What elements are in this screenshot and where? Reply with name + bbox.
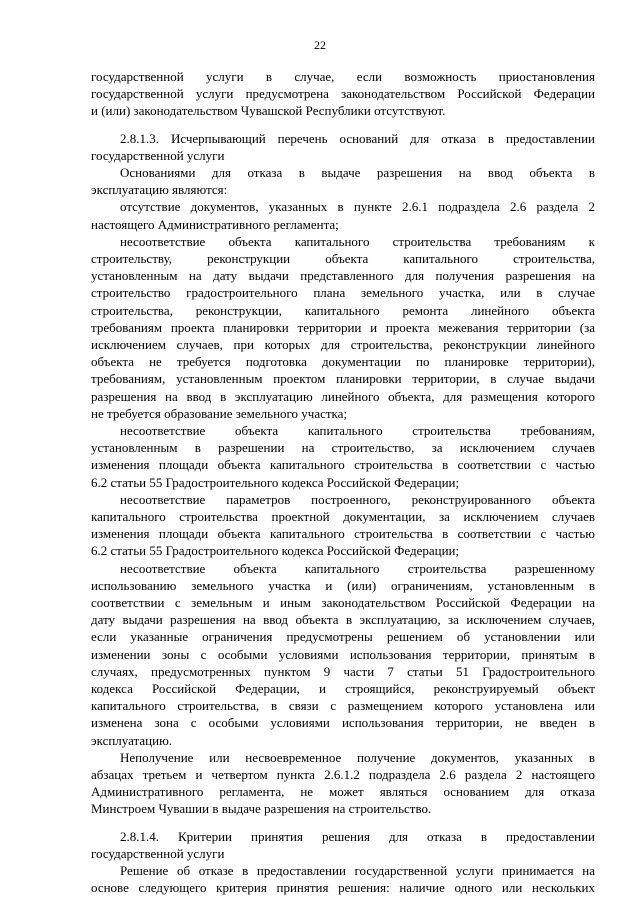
text-line: изменения площади объекта капитального строительства в соответствии с частью (91, 457, 595, 473)
text-line: 2.8.1.4. Критерии принятия решения для отказа в предоставлении (120, 828, 595, 844)
text-line: настоящего Административного регламента; (91, 216, 339, 232)
text-line: если указанные ограничения предусмотрены решением об установлении или (91, 629, 595, 645)
text-line: государственной услуги в случае, если возможность приостановления (91, 69, 595, 84)
text-line: дату выдачи разрешения на ввод объекта в эксплуатацию, за исключением случаев, (91, 612, 595, 628)
text-line: изменении зоны с особыми условиями использования территории, принятым в (91, 646, 595, 662)
text-line: разрешения на ввод в эксплуатацию линейного объекта, для размещения которого (91, 388, 595, 404)
text-line: государственной услуги предусмотрена законодательством Российской Федерации (91, 86, 595, 102)
text-line: соответствии с земельным и иным законодательством Российской Федерации на (91, 595, 595, 610)
text-line: строительства, реконструкции, капитального ремонта линейного объекта (91, 302, 595, 318)
text-line: эксплуатацию являются: (91, 182, 228, 198)
text-line: несоответствие объекта капитального строительства требованиям, (120, 423, 595, 438)
text-line: 6.2 статьи 55 Градостроительного кодекса Российской Федерации; (91, 474, 460, 490)
text-line: Основаниями для отказа в выдаче разрешения на ввод объекта в (120, 165, 595, 180)
text-line: Неполучение или несвоевременное получение документов, указанных в (120, 749, 595, 765)
text-line: и (или) законодательством Чувашской Республики отсутствуют. (91, 103, 446, 119)
text-line: Административного регламента, не может являться основанием для отказа (91, 784, 595, 800)
text-line: строительству, реконструкции объекта капитального строительства, (91, 251, 595, 266)
text-line: отсутствие документов, указанных в пункте 2.6.1 подраздела 2.6 раздела 2 (120, 199, 595, 215)
text-line: капитального строительства проектной документации, за исключением случаев (91, 509, 595, 524)
text-line: не требуется образование земельного участка; (91, 405, 348, 421)
text-line: случаях, предусмотренных пунктом 9 части 7 статьи 51 Градостроительного (91, 663, 595, 679)
text-line: изменена зона с особыми условиями использования территории, не введен в (91, 715, 595, 731)
text-line: государственной услуги (91, 845, 225, 861)
text-line: использованию земельного участка и (или) ограничениям, установленным в (91, 577, 595, 593)
text-line: основе следующего критерия принятия решения: наличие одного или нескольких (91, 880, 595, 896)
text-line: государственной услуги (91, 147, 225, 163)
text-line: абзацах третьем и четвертом пункта 2.6.1.2 подраздела 2.6 раздела 2 настоящего (91, 767, 595, 782)
text-line: кодекса Российской Федерации, и строящийся, реконструируемый объект (91, 681, 595, 696)
text-line: несоответствие параметров построенного, реконструированного объекта (120, 491, 595, 507)
text-line: исключением случаев, при которых для строительства, реконструкции линейного (91, 337, 595, 352)
text-line: несоответствие объекта капитального строительства разрешенному (120, 560, 595, 576)
text-line: требованиям, установленным проектом планировки территории, в случае выдачи (91, 371, 595, 387)
text-line: эксплуатацию. (91, 732, 173, 748)
text-line: установленным на дату выдачи представленного для получения разрешения на (91, 268, 595, 284)
text-line: изменения площади объекта капитального строительства в соответствии с частью (91, 526, 595, 542)
text-line: установленным в разрешении на строительство, за исключением случаев (91, 440, 595, 456)
text-line: Минстроем Чувашии в выдаче разрешения на строительство. (91, 801, 432, 817)
text-line: строительство градостроительного плана земельного участка, или в случае (91, 285, 595, 301)
text-line: Решение об отказе в предоставлении государственной услуги принимается на (120, 863, 595, 878)
text-line: 6.2 статьи 55 Градостроительного кодекса Российской Федерации; (91, 543, 460, 559)
text-line: 2.8.1.3. Исчерпывающий перечень оснований для отказа в предоставлении (120, 130, 595, 146)
text-line: капитального строительства, в связи с размещением которого установлена или (91, 698, 595, 714)
page-number: 22 (314, 38, 326, 52)
text-line: несоответствие объекта капитального строительства требованиям к (120, 233, 595, 249)
text-line: требованиям проекта планировки территории и проекта межевания территории (за (91, 319, 595, 335)
text-line: объекта не требуется подготовка документации по планировке территории), (91, 354, 595, 370)
